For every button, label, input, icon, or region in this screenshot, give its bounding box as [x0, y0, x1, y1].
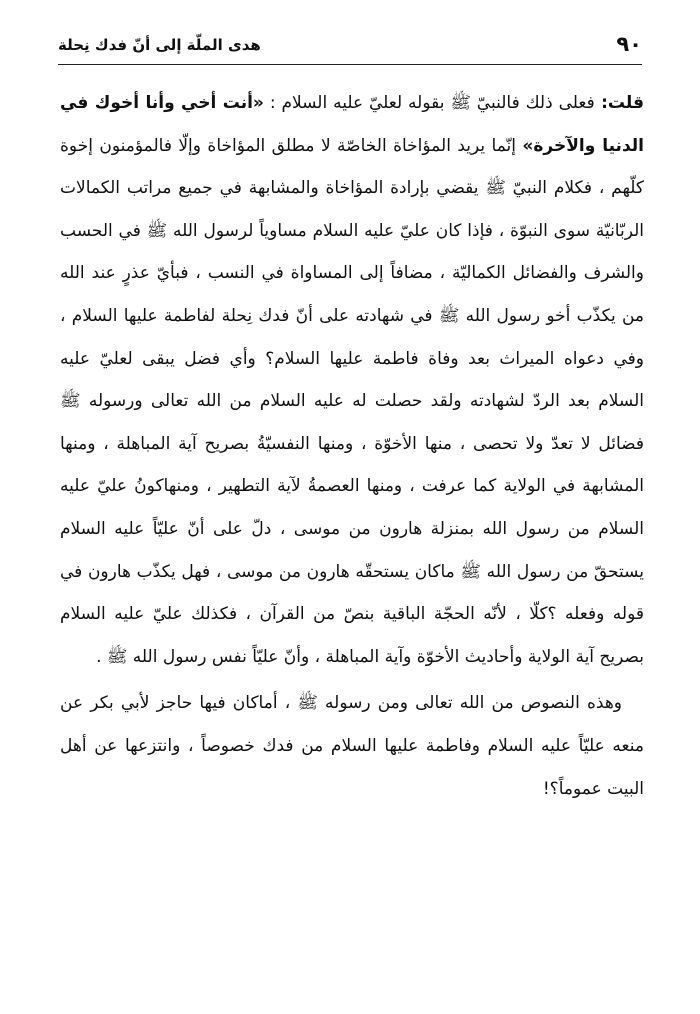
paragraph-1 [60, 82, 644, 678]
running-title: هدى الملّة إلى أنّ فدك نِحلة [58, 36, 261, 54]
body-text [60, 82, 644, 810]
paragraph-2: وهذه النصوص من الله تعالى ومن رسوله ﷺ ، أماكان فيها حاجز لأبي بكر عن منعه عليّاً عليه السلام وفاطمة عليها السلام من فدك خصوصاً ، وانتزعها عن أهل البيت عموماً؟! [60, 693, 644, 799]
hadith-quote: «أنت أخي وأنا أخوك في الدنيا والآخرة» [60, 93, 644, 156]
lead-word: قلت: [594, 93, 644, 113]
running-header [58, 30, 642, 62]
page-number: ٩٠ [616, 32, 642, 56]
paragraph-1-intro: فعلى ذلك فالنبيّ ﷺ بقوله لعليّ عليه السلام : [263, 93, 595, 113]
header-divider [58, 64, 642, 65]
paragraph-1-body: إنّما يريد المؤاخاة الخاصّة لا مطلق المؤاخاة وإلّا فالمؤمنون إخوة كلّهم ، فكلام النبيّ ﷺ يقضي بإرادة المؤاخاة والمشابهة في جميع مراتب الكمالات الربّانيّة سوى النبوّة ، فإذا كان عليّ عليه السلام مساوياً لرسول الله ﷺ في الحسب والشرف والفضائل الكماليّة ، مضافاً إلى المساواة في النسب ، فبأيّ عذرٍ عند الله من يكذّب أخو رسول الله ﷺ في شهادته على أنّ فدك نِحلة لفاطمة عليها السلام ، وفي دعواه الميراث بعد وفاة فاطمة عليها السلام؟ وأي فضل يبقى لعليّ عليه السلام بعد الردّ لشهادته ولقد حصلت له عليه السلام من الله تعالى ورسوله ﷺ فضائل لا تعدّ ولا تحصى ، منها الأخوّة ، ومنها النفسيّةُ بصريح آية المباهلة ، ومنها المشابهة في الولاية كما عرفت ، ومنها العصمةُ لآية التطهير ، ومنهاكونُ عليّ عليه السلام من رسول الله بمنزلة هارون من موسى ، دلّ على أنّ عليّاً عليه السلام يستحقّ من رسول الله ﷺ ماكان يستحقّه هارون من موسى ، فهل يكذّب هارون في قوله وفعله ؟كلّا ، لأنّه الحجّة الباقية بنصّ من القرآن ، فكذلك عليّ عليه السلام بصريح آية الولاية وأحاديث الأخوّة وآية المباهلة ، وأنّ عليّاً نفس رسول الله ﷺ . [60, 135, 644, 667]
